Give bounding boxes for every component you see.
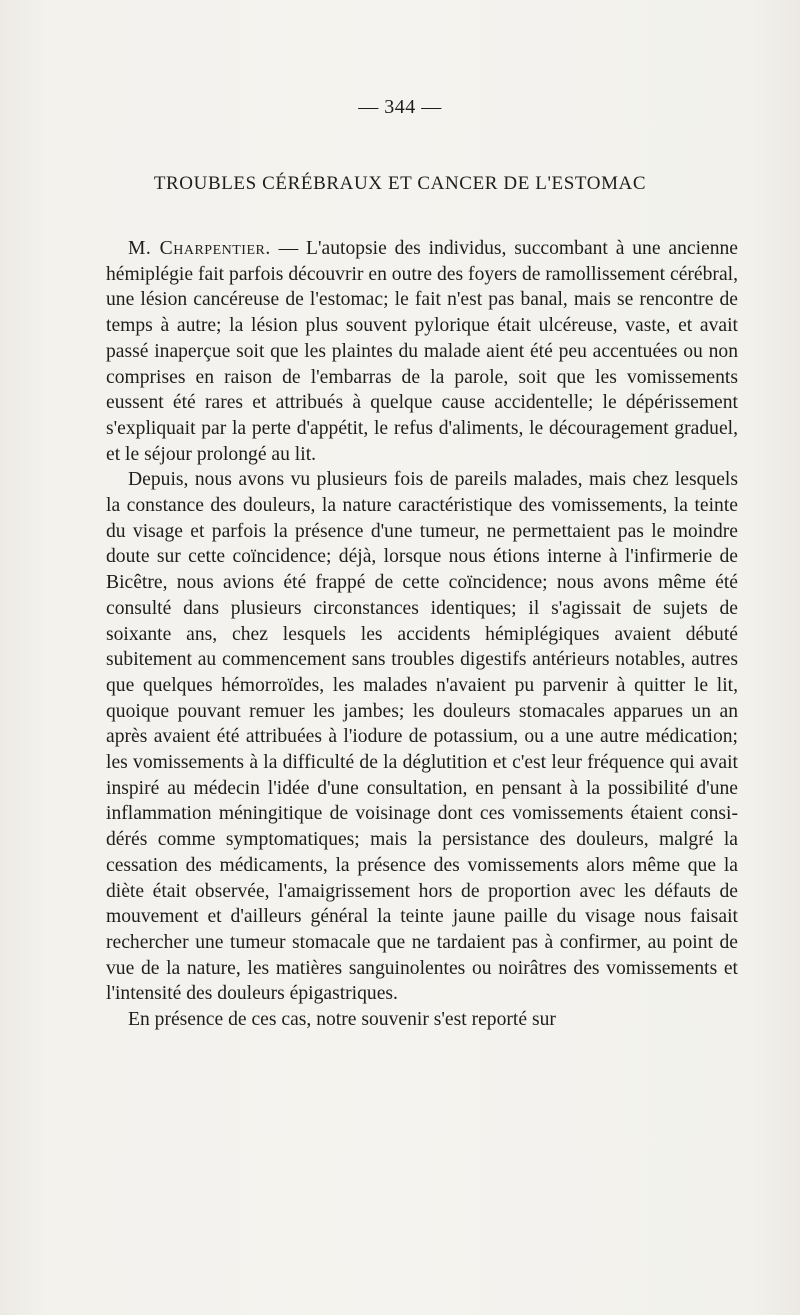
- speaker-name: M. Charpentier.: [128, 238, 271, 259]
- chapter-title: TROUBLES CÉRÉBRAUX ET CANCER DE L'ESTOMAC: [153, 173, 647, 194]
- paragraph: [106, 236, 738, 467]
- paragraph-text: — L'autopsie des individus, succombant à une ancienne hémiplégie fait parfois découvrir en outre des foyers de ramollissement cérébral, une lésion cancéreuse de l'estomac; le fait n'est pas banal, mais se rencontre de temps à autre; la lésion plus souvent pylorique était ulcéreuse, vaste, et avait passé inaperçue soit que les plaintes du malade aient été peu accentuées ou non comprises en raison de l'embarras de la parole, soit que les vomissements eussent été rares et attribués à quelque cause accidentelle; le dépérissement s'expliquait par la perte d'appétit, le refus d'aliments, le découragement graduel, et le séjour prolongé au lit.: [106, 238, 739, 465]
- paragraph: En présence de ces cas, notre souvenir s'est reporté sur: [128, 1009, 556, 1031]
- body-text: [106, 236, 738, 1033]
- paragraph: Depuis, nous avons vu plusieurs fois de pareils malades, mais chez lesquels la constance des douleurs, la nature caractéristique des vomissements, la teinte du visage et parfois la présence d'une tumeur, ne permettaient pas le moindre doute sur cette coïncidence; déjà, lorsque nous étions interne à l'infirmerie de Bicêtre, nous avions été frappé de cette coïncidence; nous avons même été consulté dans plusieurs circonstances identiques; il s'agissait de sujets de soixante ans, chez lesquels les accidents hémiplégiques avaient débuté subitement au commencement sans troubles digestifs antérieurs notables, autres que quelques hémorroïdes, les malades n'avaient pu parvenir à quitter le lit, quoique pouvant remuer les jambes; les douleurs stomacales apparues un an après avaient été attribuées à l'iodure de potassium, ou a une autre médication; les vomissements à la difficulté de la déglutition et c'est leur fréquence qui avait inspiré au médecin l'idée d'une consultation, en pensant à la possibilité d'une inflammation méningitique de voisinage dont ces vomissements étaient considérés comme symptomatiques; mais la persistance des douleurs, malgré la cessation des médicaments, la présence des vomissements alors même que la diète était observée, l'amaigrissement hors de proportion avec les défauts de mouvement et d'ailleurs général la teinte jaune paille du visage nous faisait rechercher une tumeur stomacale que ne tardaient pas à confirmer, au point de vue de la nature, les matières sanguinolentes ou noirâtres des vomissements et l'intensité des douleurs épigastriques.: [106, 469, 738, 1005]
- page-number: — 344 —: [358, 96, 442, 118]
